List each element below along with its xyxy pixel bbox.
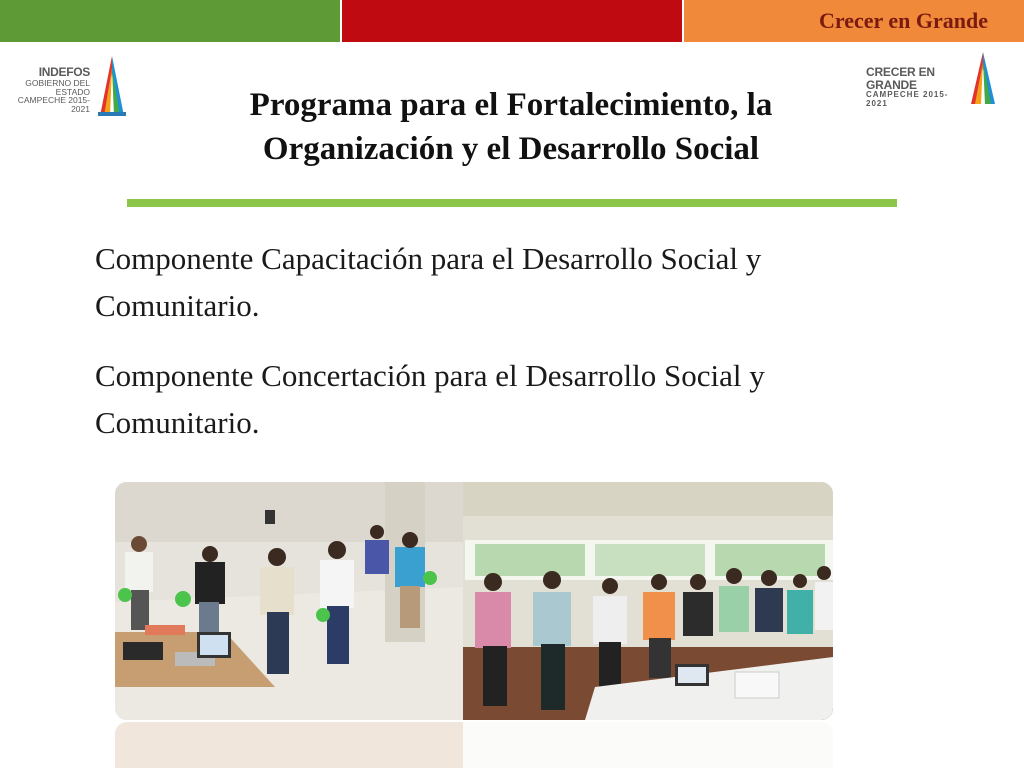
header-band-red xyxy=(342,0,682,42)
logo-right-line1: CRECER EN GRANDE xyxy=(866,65,935,92)
slide-body xyxy=(95,236,895,446)
logo-left-line2: GOBIERNO DEL ESTADO xyxy=(25,77,90,97)
logo-right-line2: CAMPECHE 2015-2021 xyxy=(866,90,949,108)
slide-title-line2: Organización y el Desarrollo Social xyxy=(262,130,760,167)
pyramid-logo-icon xyxy=(966,50,1000,106)
logo-left-line3: CAMPECHE 2015-2021 xyxy=(17,95,90,115)
slide-title xyxy=(150,84,872,172)
logo-left-line1: INDEFOS xyxy=(38,65,90,79)
pyramid-logo-icon xyxy=(94,54,130,118)
header-band-orange xyxy=(684,0,1024,42)
group-photo-icon xyxy=(463,482,833,720)
indefos-logo xyxy=(12,50,130,122)
workshop-photo-icon xyxy=(115,482,465,720)
paragraph-capacitacion: Componente Capacitación para el Desarrollo Social y Comunitario. xyxy=(95,241,762,323)
photo-collage xyxy=(115,482,833,720)
paragraph-concertacion: Componente Concertación para el Desarrollo Social y Comunitario. xyxy=(95,358,765,440)
slide-title-line1: Programa para el Fortalecimiento, la xyxy=(249,87,773,123)
crecer-en-grande-logo xyxy=(866,50,998,106)
header-band-green xyxy=(0,0,340,42)
brand-text: Crecer en Grande xyxy=(818,8,988,33)
photo-reflection xyxy=(115,722,833,768)
title-divider xyxy=(127,199,897,207)
photo-collage-image xyxy=(115,482,833,720)
